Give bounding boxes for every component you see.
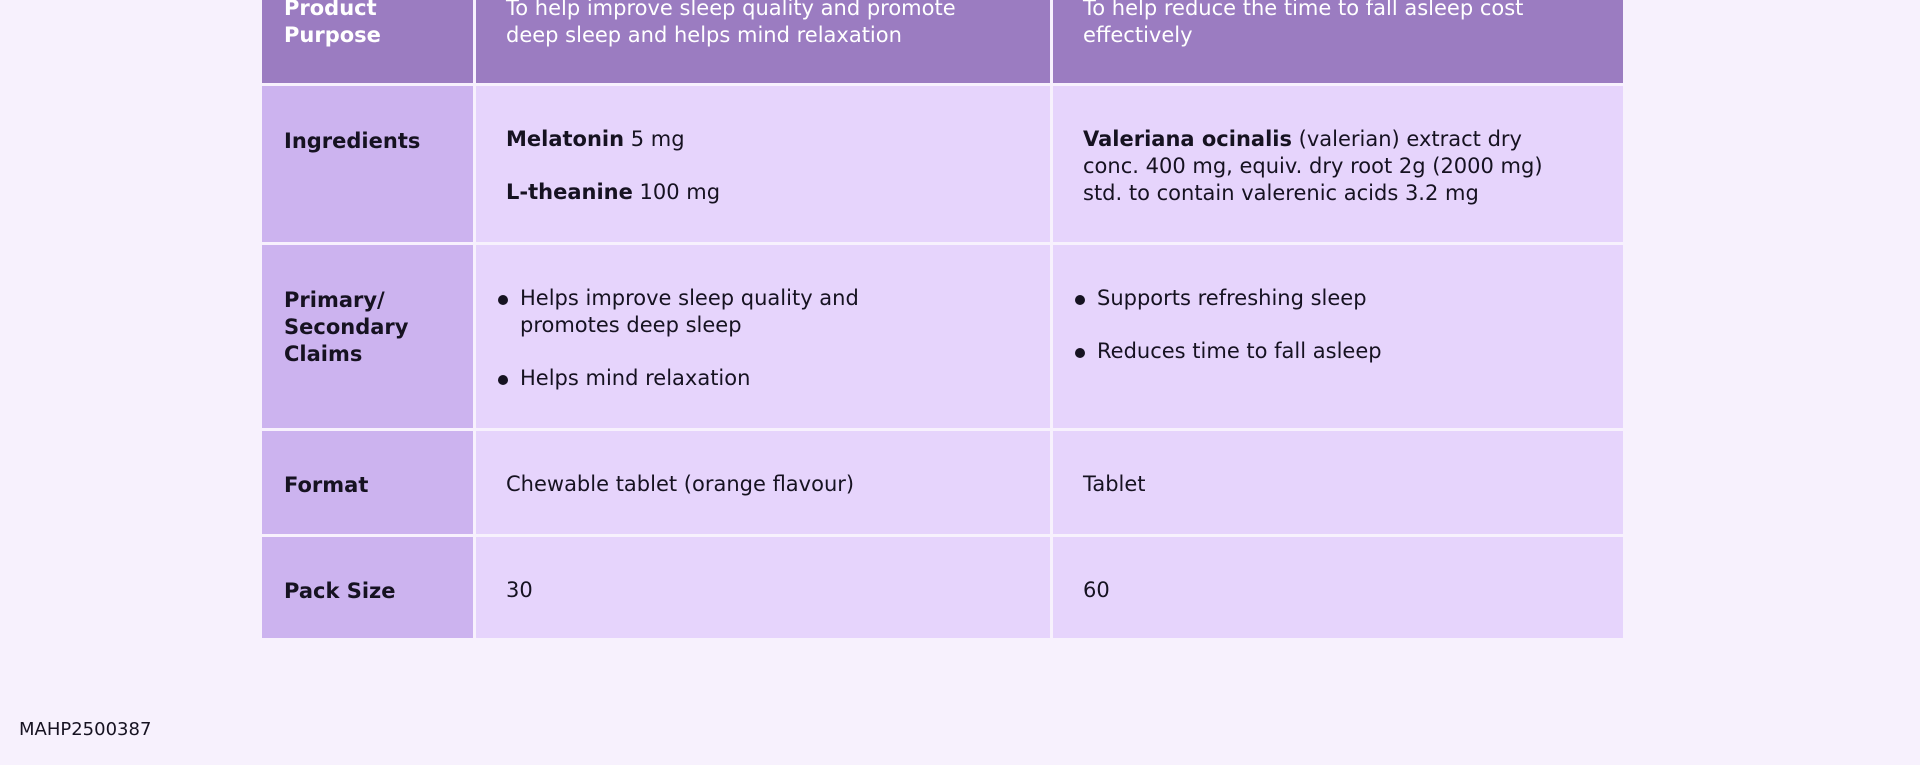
- ingredient-amount: 100 mg: [632, 180, 721, 204]
- claim-text: Reduces time to fall asleep: [1097, 339, 1382, 363]
- document-code: MAHP2500387: [19, 719, 152, 740]
- header-label: Product Purpose: [284, 0, 381, 47]
- header-product-1-cell: [476, 0, 1050, 83]
- format-product-1-cell: [476, 431, 1050, 534]
- list-item: [498, 365, 918, 392]
- list-item: [1075, 338, 1495, 365]
- row-label-cell: [262, 537, 473, 638]
- table-header-row: [262, 0, 1623, 83]
- claims-product-1-cell: [476, 245, 1050, 428]
- table-row-pack-size: [262, 537, 1623, 638]
- claims-product-1-list: [498, 285, 918, 392]
- claim-text: Supports refreshing sleep: [1097, 286, 1367, 310]
- ingredient-name: L-theanine: [506, 180, 633, 204]
- ingredient-line: [506, 179, 1006, 206]
- bullet-icon: [498, 295, 508, 305]
- format-product-2-cell: [1053, 431, 1623, 534]
- ingredients-label: Ingredients: [284, 129, 421, 153]
- bullet-icon: [1075, 348, 1085, 358]
- pack-size-product-1-cell: [476, 537, 1050, 638]
- format-product-1-text: Chewable tablet (orange flavour): [506, 472, 855, 496]
- header-product-2-cell: [1053, 0, 1623, 83]
- ingredient-name: Valeriana ocinalis: [1083, 127, 1292, 151]
- ingredient-line: [506, 126, 1006, 153]
- claims-product-2-cell: [1053, 245, 1623, 428]
- pack-size-product-2-cell: [1053, 537, 1623, 638]
- ingredient-name: Melatonin: [506, 127, 625, 151]
- bullet-icon: [1075, 295, 1085, 305]
- claim-text: Helps improve sleep quality and promotes deep sleep: [520, 286, 859, 337]
- ingredients-product-1-text: [506, 126, 1006, 206]
- row-label-cell: [262, 431, 473, 534]
- header-product-2-purpose: To help reduce the time to fall asleep cost effectively: [1083, 0, 1524, 47]
- ingredients-product-2-cell: [1053, 86, 1623, 242]
- list-item: [498, 285, 918, 339]
- ingredient-detail: (valerian) extract dry conc. 400 mg, equiv. dry root 2g (2000 mg) std. to contain valerenic acids 3.2 mg: [1083, 127, 1543, 205]
- header-product-1-purpose: To help improve sleep quality and promote deep sleep and helps mind relaxation: [506, 0, 956, 47]
- claims-product-2-list: [1075, 285, 1495, 365]
- pack-size-product-1-text: 30: [506, 578, 533, 602]
- table-row-format: [262, 431, 1623, 534]
- row-label-cell: [262, 86, 473, 242]
- row-label-cell: [262, 245, 473, 428]
- table-row-ingredients: [262, 86, 1623, 242]
- header-label-cell: [262, 0, 473, 83]
- ingredients-product-1-cell: [476, 86, 1050, 242]
- format-product-2-text: Tablet: [1083, 472, 1146, 496]
- pack-size-product-2-text: 60: [1083, 578, 1110, 602]
- table-row-claims: [262, 245, 1623, 428]
- claims-label: Primary/ Secondary Claims: [284, 288, 409, 366]
- claim-text: Helps mind relaxation: [520, 366, 751, 390]
- bullet-icon: [498, 375, 508, 385]
- pack-size-label: Pack Size: [284, 579, 396, 603]
- comparison-table: [262, 0, 1623, 641]
- ingredients-product-2-text: [1083, 126, 1563, 207]
- ingredient-amount: 5 mg: [624, 127, 685, 151]
- list-item: [1075, 285, 1495, 312]
- format-label: Format: [284, 473, 369, 497]
